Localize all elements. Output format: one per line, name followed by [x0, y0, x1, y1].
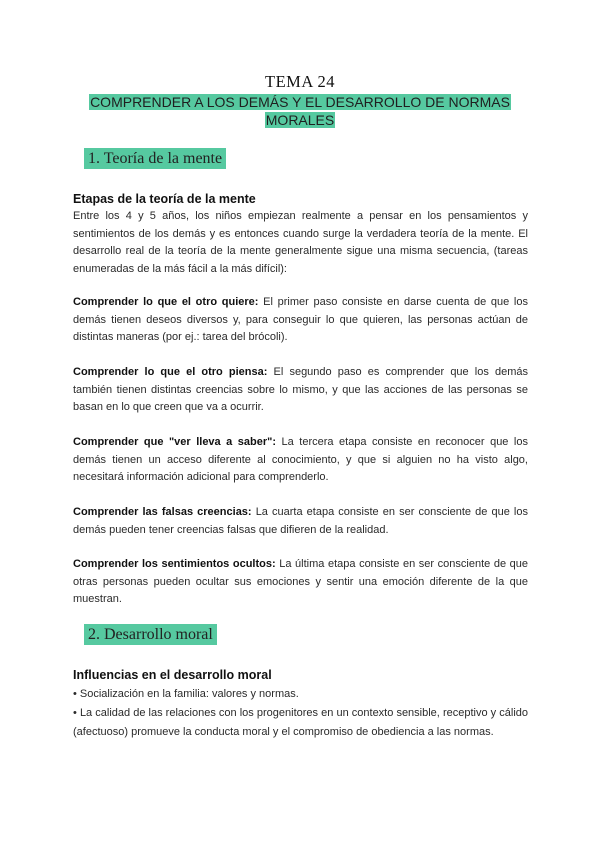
stage-term: Comprender los sentimientos ocultos: — [73, 558, 276, 570]
stage-term: Comprender que "ver lleva a saber": — [73, 436, 277, 448]
stage-text: El segundo paso es comprender que los demás también tienen distintas creencias sobre lo mismo, y que las acciones de las personas se basan en lo que creen que va a ocurrir. — [73, 366, 528, 414]
subheading-stages: Etapas de la teoría de la mente — [73, 192, 256, 206]
page-title: TEMA 24 — [265, 72, 335, 91]
stage-term: Comprender lo que el otro quiere: — [73, 296, 259, 308]
page-subtitle-line-2 — [0, 112, 600, 128]
stage-text: La última etapa consiste en ser consciente de que otras personas pueden ocultar sus emociones y sentir una emoción diferente de la que muestran. — [73, 558, 528, 606]
stage-term: Comprender las falsas creencias: — [73, 506, 252, 518]
stage-paragraph — [73, 364, 528, 417]
list-item: • Socialización en la familia: valores y normas. — [73, 688, 299, 700]
stage-paragraph — [73, 556, 528, 609]
stage-text: El primer paso consiste en darse cuenta de que los demás tienen deseos diversos y, para conseguir lo que quieren, las personas actúan de distintas maneras (por ej.: tarea del brócoli). — [73, 296, 528, 344]
page-subtitle-line-1 — [0, 94, 600, 110]
list-item: • La calidad de las relaciones con los progenitores en un contexto sensible, receptivo y cálido (afectuoso) promueve la conducta moral y el compromiso de obediencia a las normas. — [73, 707, 528, 738]
stage-term: Comprender lo que el otro piensa: — [73, 366, 268, 378]
stage-text: La tercera etapa consiste en reconocer que los demás tienen un acceso diferente al conocimiento, y que si alguien no ha visto algo, necesitará información adicional para comprenderlo. — [73, 436, 528, 484]
stage-paragraph — [73, 294, 528, 347]
subtitle-highlight-1: COMPRENDER A LOS DEMÁS Y EL DESARROLLO DE NORMAS — [90, 94, 510, 110]
section-heading-moral-development: 2. Desarrollo moral — [84, 626, 217, 644]
intro-paragraph: Entre los 4 y 5 años, los niños empiezan realmente a pensar en los pensamientos y sentimientos de los demás y es entonces cuando surge la verdadera teoría de la mente. El desarrollo real de la teoría de la mente generalmente sigue una misma secuencia, (tareas enumeradas de la más fácil a la más difícil): — [73, 210, 528, 275]
subtitle-highlight-2: MORALES — [265, 112, 335, 128]
section-heading-theory-of-mind: 1. Teoría de la mente — [84, 150, 226, 168]
stage-paragraph — [73, 434, 528, 487]
stage-text: La cuarta etapa consiste en ser consciente de que los demás pueden tener creencias falsas que difieren de la realidad. — [73, 506, 528, 536]
subheading-influences: Influencias en el desarrollo moral — [73, 668, 272, 682]
stage-paragraph — [73, 504, 528, 539]
